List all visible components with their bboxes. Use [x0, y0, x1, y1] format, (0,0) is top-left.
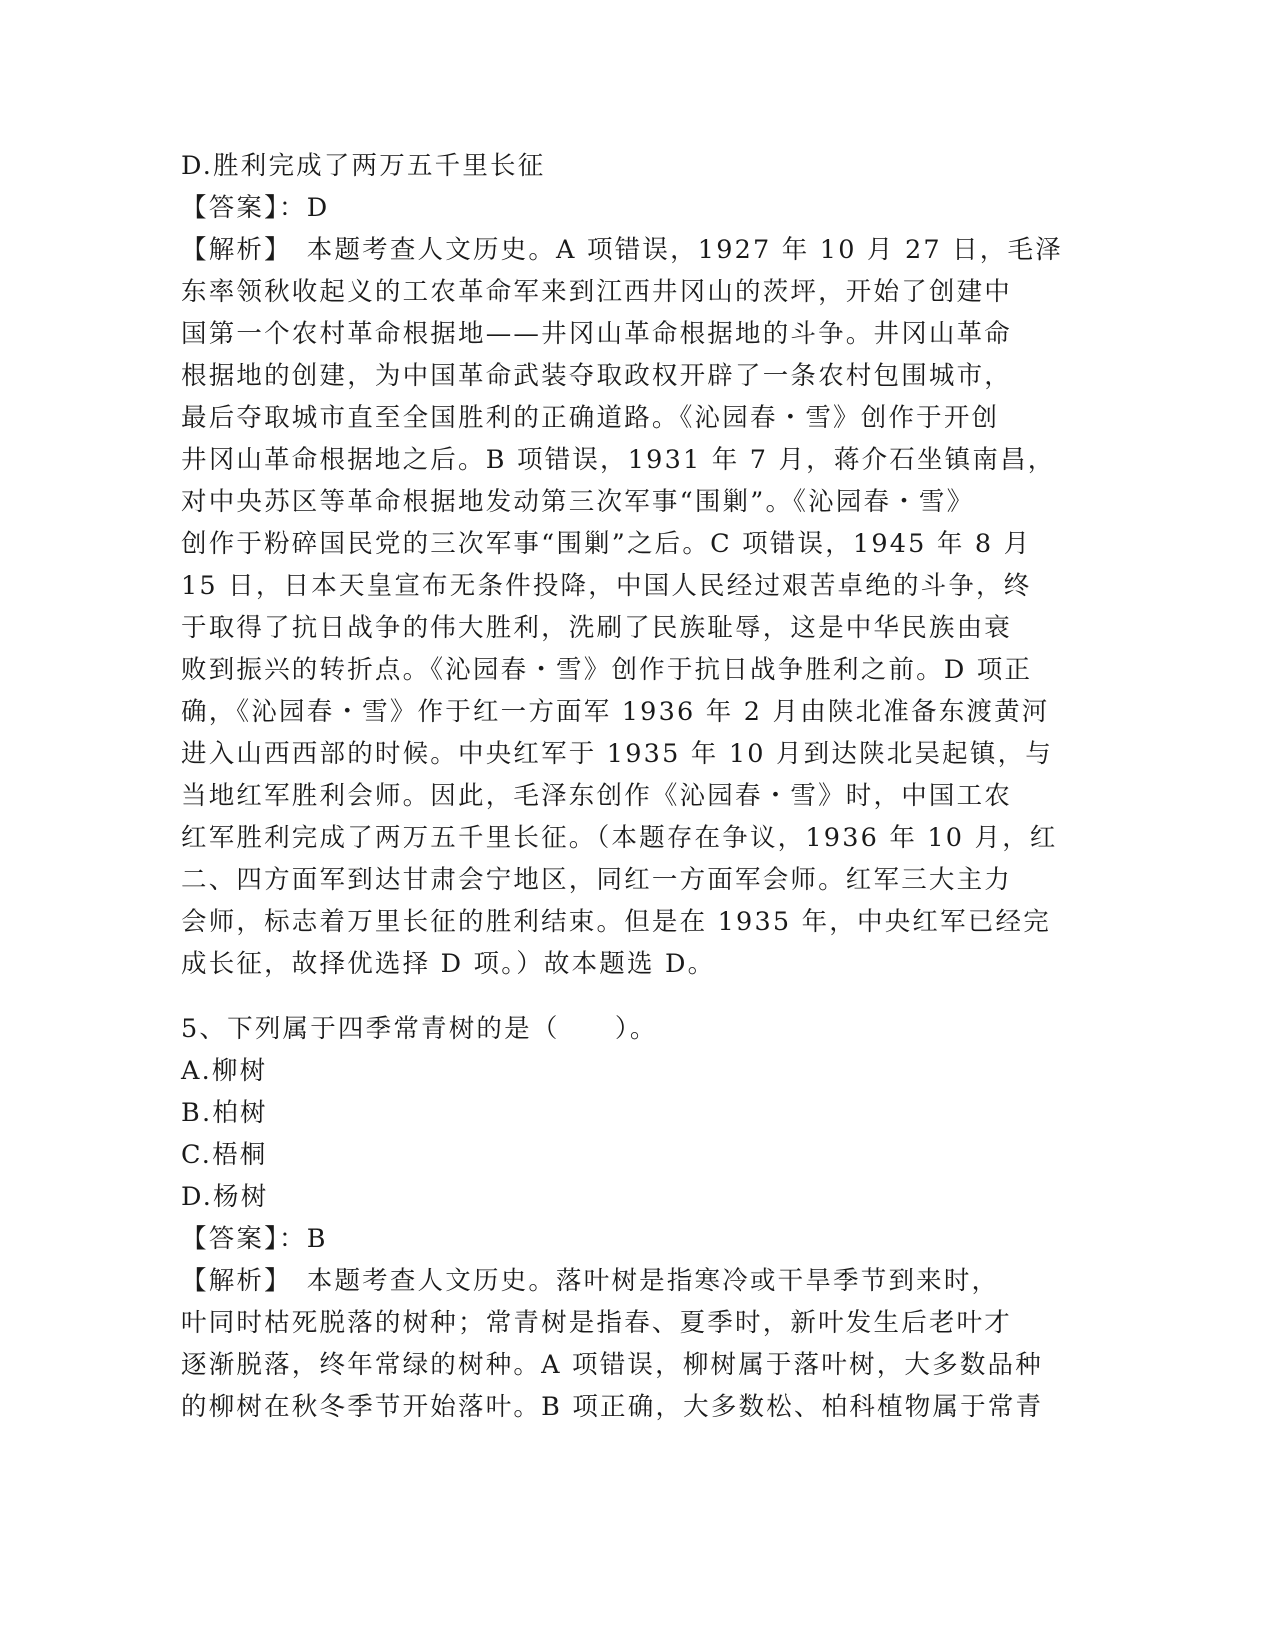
analysis-line: 进入山西西部的时候。中央红军于 1935 年 10 月到达陕北吴起镇，与	[181, 739, 1053, 769]
analysis-paragraph	[181, 229, 1063, 985]
analysis-line: 【解析】 本题考查人文历史。落叶树是指寒冷或干旱季节到来时，	[181, 1266, 1000, 1296]
analysis-line: 成长征，故择优选择 D 项。）故本题选 D。	[181, 949, 716, 979]
analysis-line: 确，《沁园春・雪》作于红一方面军 1936 年 2 月由陕北准备东渡黄河	[181, 697, 1050, 727]
answer-line: 【答案】：B	[181, 1224, 328, 1254]
question-4-tail	[181, 145, 1063, 985]
analysis-line: 的柳树在秋冬季节开始落叶。B 项正确，大多数松、柏科植物属于常青	[181, 1392, 1044, 1422]
analysis-line: 逐渐脱落，终年常绿的树种。A 项错误，柳树属于落叶树，大多数品种	[181, 1350, 1043, 1380]
analysis-line: 二、四方面军到达甘肃会宁地区，同红一方面军会师。红军三大主力	[181, 865, 1013, 895]
analysis-line: 15 日，日本天皇宣布无条件投降，中国人民经过艰苦卓绝的斗争，终	[181, 571, 1032, 601]
analysis-line: 国第一个农村革命根据地——井冈山革命根据地的斗争。井冈山革命	[181, 319, 1013, 349]
analysis-line: 当地红军胜利会师。因此，毛泽东创作《沁园春・雪》时，中国工农	[181, 781, 1013, 811]
option-d: D.胜利完成了两万五千里长征	[181, 151, 546, 181]
analysis-line: 叶同时枯死脱落的树种；常青树是指春、夏季时，新叶发生后老叶才	[181, 1308, 1013, 1338]
option-d: D.杨树	[181, 1182, 269, 1212]
option-c: C.梧桐	[181, 1140, 268, 1170]
analysis-line: 最后夺取城市直至全国胜利的正确道路。《沁园春・雪》创作于开创	[181, 403, 1000, 433]
option-a: A.柳树	[181, 1056, 268, 1086]
analysis-line: 根据地的创建，为中国革命武装夺取政权开辟了一条农村包围城市，	[181, 361, 1013, 391]
answer-line: 【答案】：D	[181, 193, 330, 223]
analysis-line: 败到振兴的转折点。《沁园春・雪》创作于抗日战争胜利之前。D 项正	[181, 655, 1033, 685]
analysis-line: 会师，标志着万里长征的胜利结束。但是在 1935 年，中央红军已经完	[181, 907, 1051, 937]
analysis-line: 红军胜利完成了两万五千里长征。（本题存在争议，1936 年 10 月，红	[181, 823, 1058, 853]
analysis-line: 于取得了抗日战争的伟大胜利，洗刷了民族耻辱，这是中华民族由衰	[181, 613, 1013, 643]
analysis-line: 东率领秋收起义的工农革命军来到江西井冈山的茨坪，开始了创建中	[181, 277, 1013, 307]
analysis-line: 井冈山革命根据地之后。B 项错误，1931 年 7 月，蒋介石坐镇南昌，	[181, 445, 1056, 475]
question-5	[181, 1008, 1044, 1428]
question-stem: 5、下列属于四季常青树的是（ ）。	[181, 1014, 658, 1044]
analysis-line: 【解析】 本题考查人文历史。A 项错误，1927 年 10 月 27 日，毛泽	[181, 235, 1063, 265]
analysis-line: 创作于粉碎国民党的三次军事“围剿”之后。C 项错误，1945 年 8 月	[181, 529, 1032, 559]
analysis-paragraph	[181, 1260, 1044, 1428]
analysis-line: 对中央苏区等革命根据地发动第三次军事“围剿”。《沁园春・雪》	[181, 487, 975, 517]
option-b: B.柏树	[181, 1098, 268, 1128]
